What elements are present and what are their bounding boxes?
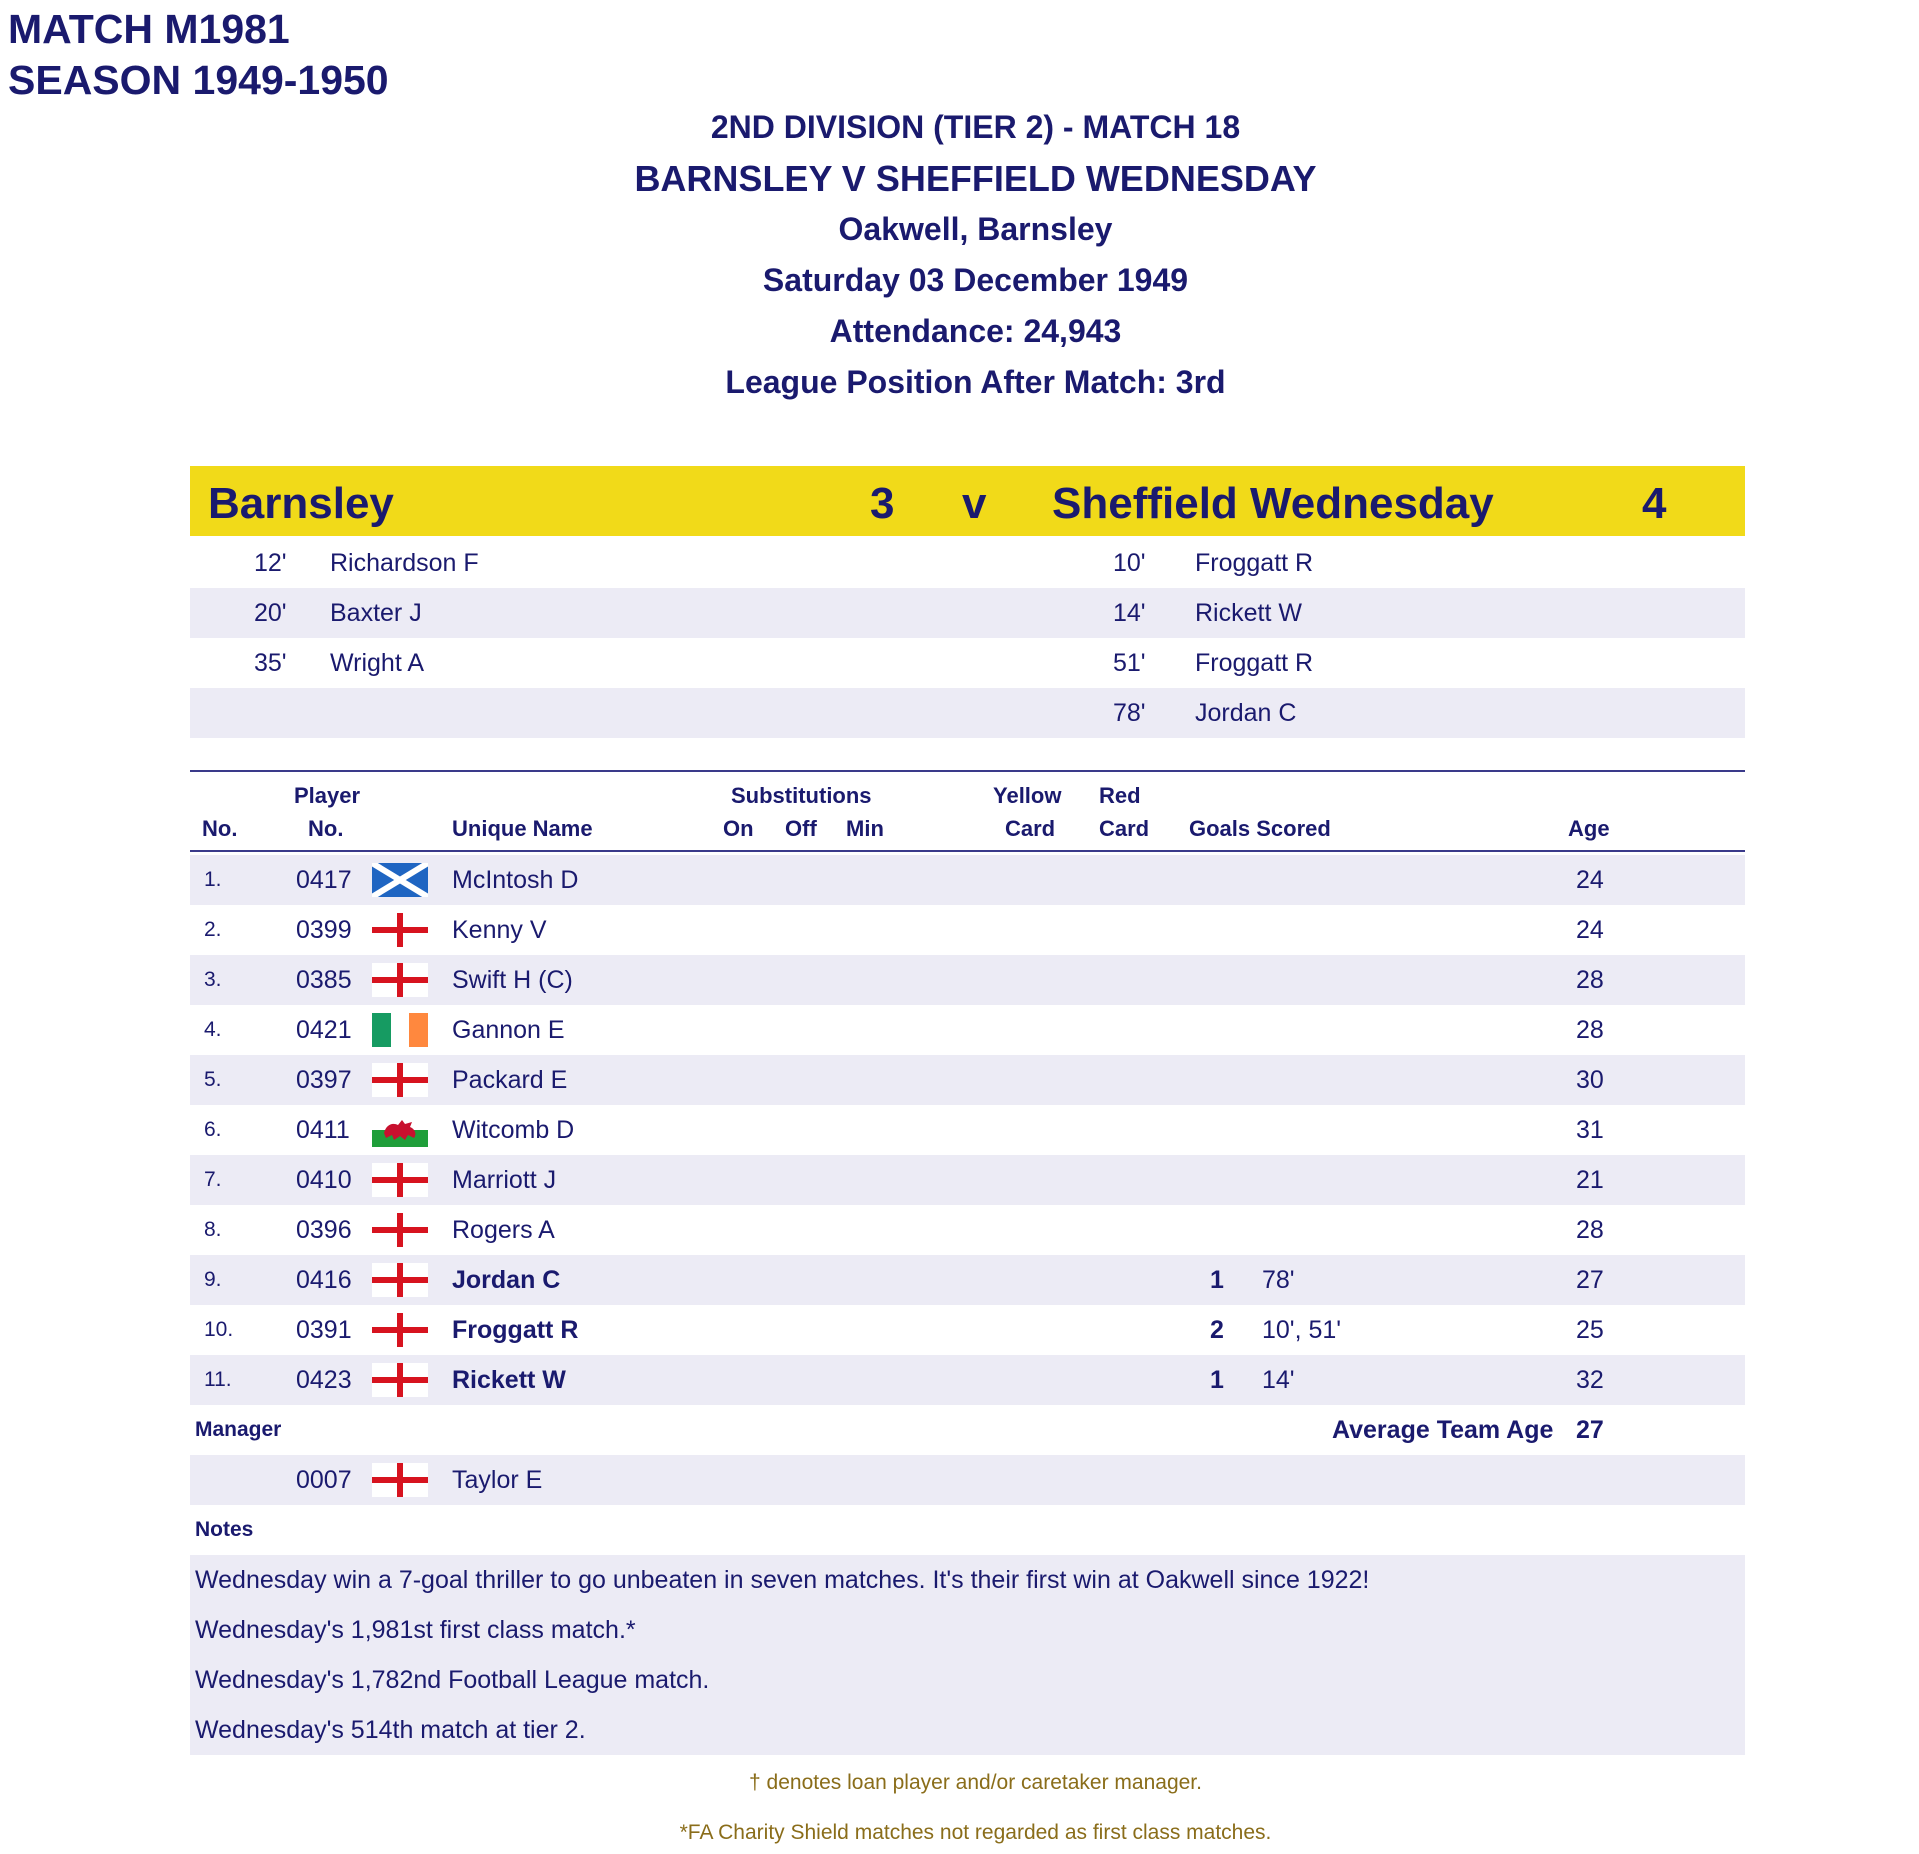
away-goal-scorer: Froggatt R: [1195, 649, 1314, 677]
player-row: [190, 1155, 1745, 1205]
player-row: [190, 1105, 1745, 1155]
player-name: Jordan C: [452, 1266, 561, 1294]
header-red-top: Red: [1099, 783, 1141, 808]
player-number: 0423: [296, 1366, 352, 1394]
player-number: 0391: [296, 1316, 352, 1344]
player-name: Marriott J: [452, 1166, 557, 1194]
shirt-number: 6.: [204, 1118, 222, 1141]
shirt-number: 5.: [204, 1068, 222, 1091]
home-score: 3: [870, 479, 895, 528]
goal-row: [190, 638, 1745, 688]
player-age: 27: [1576, 1266, 1604, 1294]
header-red-bottom: Card: [1099, 816, 1150, 841]
home-goal-minute: 12': [254, 549, 287, 577]
shirt-number: 11.: [204, 1368, 232, 1391]
england-flag-icon: [372, 1163, 428, 1197]
player-name: Gannon E: [452, 1016, 565, 1044]
manager-row: [190, 1455, 1745, 1505]
venue-label: Oakwell, Barnsley: [838, 211, 1113, 247]
player-age: 24: [1576, 916, 1604, 944]
player-age: 32: [1576, 1366, 1604, 1394]
wales-flag-icon: [372, 1113, 428, 1147]
shirt-number: 4.: [204, 1018, 222, 1041]
player-number: 0416: [296, 1266, 352, 1294]
player-age: 30: [1576, 1066, 1604, 1094]
england-flag-icon: [372, 913, 428, 947]
player-name: Kenny V: [452, 916, 547, 944]
away-goal-scorer: Rickett W: [1195, 599, 1302, 627]
player-age: 25: [1576, 1316, 1604, 1344]
header-player-no-top: Player: [294, 783, 361, 808]
home-goal-scorer: Richardson F: [330, 549, 479, 577]
england-flag-icon: [372, 1463, 428, 1497]
match-heading: [8, 4, 389, 106]
player-row: [190, 1355, 1745, 1405]
manager-player-no: 0007: [296, 1466, 352, 1494]
goal-row: [190, 538, 1745, 588]
goals-count: 2: [1210, 1316, 1224, 1344]
average-team-age-value: 27: [1576, 1416, 1604, 1444]
player-number: 0421: [296, 1016, 352, 1044]
player-row: [190, 1055, 1745, 1105]
player-age: 24: [1576, 866, 1604, 894]
player-row: [190, 855, 1745, 905]
home-goal-minute: 20': [254, 599, 287, 627]
away-goal-minute: 78': [1113, 699, 1146, 727]
header-substitutions: Substitutions: [731, 783, 872, 808]
shirt-number: 1.: [204, 868, 222, 891]
note-line: Wednesday win a 7-goal thriller to go unbeaten in seven matches. It's their first win at Oakwell since 1922!: [195, 1566, 1370, 1594]
match-code: MATCH M1981: [8, 6, 290, 52]
shirt-number: 8.: [204, 1218, 222, 1241]
player-number: 0411: [296, 1116, 350, 1144]
attendance-label: Attendance: 24,943: [829, 313, 1122, 349]
header-sub-on: On: [723, 816, 754, 841]
ireland-flag-icon: [372, 1013, 428, 1047]
header-unique-name: Unique Name: [452, 816, 593, 841]
player-row: [190, 1255, 1745, 1305]
goal-minutes: 10', 51': [1262, 1316, 1342, 1344]
note-line: Wednesday's 1,782nd Football League match.: [195, 1666, 710, 1694]
league-position-label: League Position After Match: 3rd: [725, 364, 1226, 400]
player-age: 28: [1576, 966, 1604, 994]
england-flag-icon: [372, 1263, 428, 1297]
player-name: Rickett W: [452, 1366, 566, 1394]
table-header-divider: [190, 850, 1745, 852]
player-number: 0385: [296, 966, 352, 994]
player-number: 0396: [296, 1216, 352, 1244]
shirt-number: 10.: [204, 1318, 234, 1341]
away-goal-scorer: Jordan C: [1195, 699, 1297, 727]
away-score: 4: [1642, 479, 1667, 528]
player-age: 21: [1576, 1166, 1604, 1194]
versus-label: v: [962, 479, 987, 528]
away-goal-minute: 10': [1113, 549, 1146, 577]
player-number: 0410: [296, 1166, 352, 1194]
england-flag-icon: [372, 1363, 428, 1397]
notes-header-row: [190, 1505, 1745, 1555]
score-bar: [190, 466, 1745, 536]
away-goal-minute: 14': [1113, 599, 1146, 627]
player-age: 28: [1576, 1016, 1604, 1044]
shirt-number: 3.: [204, 968, 222, 991]
goals-count: 1: [1210, 1366, 1224, 1394]
header-no: No.: [202, 816, 238, 841]
player-number: 0417: [296, 866, 352, 894]
shirt-number: 2.: [204, 918, 222, 941]
goals-count: 1: [1210, 1266, 1224, 1294]
england-flag-icon: [372, 1213, 428, 1247]
away-goal-scorer: Froggatt R: [1195, 549, 1314, 577]
match-info-header: [0, 102, 1919, 408]
home-goal-scorer: Baxter J: [330, 599, 422, 627]
competition-label: 2ND DIVISION (TIER 2) - MATCH 18: [710, 109, 1241, 145]
home-team-name: Barnsley: [208, 479, 394, 528]
player-row: [190, 1305, 1745, 1355]
notes-label: Notes: [195, 1518, 254, 1541]
manager-label: Manager: [195, 1418, 282, 1441]
scotland-flag-icon: [372, 863, 428, 897]
england-flag-icon: [372, 963, 428, 997]
player-name: Packard E: [452, 1066, 568, 1094]
player-name: Witcomb D: [452, 1116, 575, 1144]
player-name: McIntosh D: [452, 866, 579, 894]
average-team-age-label: Average Team Age: [1332, 1416, 1554, 1444]
fixture-title: BARNSLEY V SHEFFIELD WEDNESDAY: [634, 158, 1317, 199]
england-flag-icon: [372, 1063, 428, 1097]
header-player-no-bottom: No.: [308, 816, 344, 841]
table-top-divider: [190, 770, 1745, 772]
player-name: Froggatt R: [452, 1316, 579, 1344]
shirt-number: 9.: [204, 1268, 222, 1291]
shirt-number: 7.: [204, 1168, 222, 1191]
away-goal-minute: 51': [1113, 649, 1146, 677]
match-date: Saturday 03 December 1949: [762, 262, 1189, 298]
player-age: 28: [1576, 1216, 1604, 1244]
player-row: [190, 1205, 1745, 1255]
goal-row: [190, 588, 1745, 638]
player-row: [190, 1005, 1745, 1055]
goal-row: [190, 688, 1745, 738]
player-name: Swift H (C): [452, 966, 573, 994]
header-yellow-top: Yellow: [993, 783, 1062, 808]
player-row: [190, 955, 1745, 1005]
player-name: Rogers A: [452, 1216, 555, 1244]
header-sub-min: Min: [846, 816, 884, 841]
loan-footnote: † denotes loan player and/or caretaker manager.: [749, 1771, 1202, 1794]
goal-minutes: 14': [1262, 1366, 1295, 1394]
home-goal-scorer: Wright A: [330, 649, 425, 677]
header-age: Age: [1568, 816, 1610, 841]
header-yellow-bottom: Card: [1005, 816, 1056, 841]
note-line: Wednesday's 1,981st first class match.*: [195, 1616, 636, 1644]
header-goals-scored: Goals Scored: [1189, 816, 1331, 841]
player-number: 0399: [296, 916, 352, 944]
away-team-name: Sheffield Wednesday: [1052, 479, 1494, 528]
home-goal-minute: 35': [254, 649, 287, 677]
note-line: Wednesday's 514th match at tier 2.: [195, 1716, 586, 1744]
manager-header-row: [190, 1405, 1745, 1455]
header-sub-off: Off: [785, 816, 817, 841]
player-row: [190, 905, 1745, 955]
season-label: SEASON 1949-1950: [8, 57, 389, 103]
player-age: 31: [1576, 1116, 1604, 1144]
player-number: 0397: [296, 1066, 352, 1094]
manager-name: Taylor E: [452, 1466, 543, 1494]
goal-minutes: 78': [1262, 1266, 1295, 1294]
england-flag-icon: [372, 1313, 428, 1347]
charity-footnote: *FA Charity Shield matches not regarded as first class matches.: [679, 1821, 1272, 1844]
